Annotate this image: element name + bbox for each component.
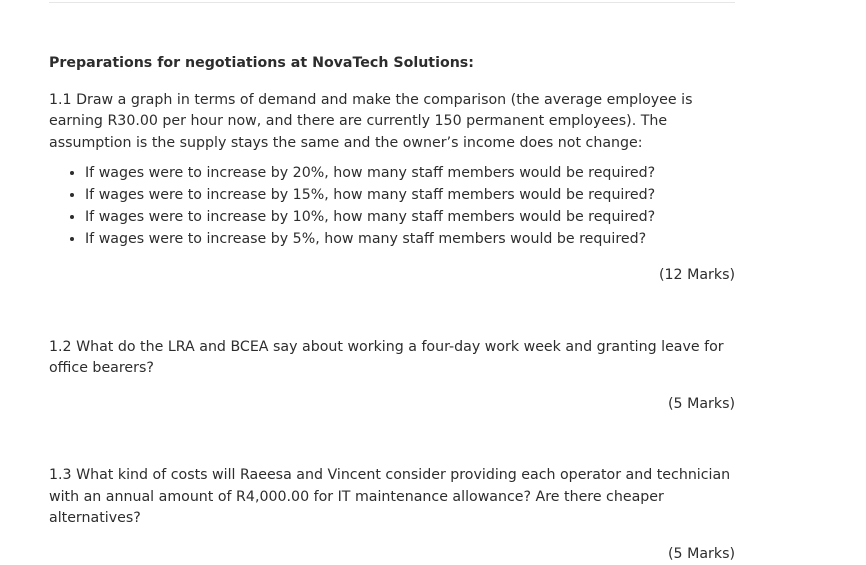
document-body [49, 53, 735, 565]
question-1-3-text: 1.3 What kind of costs will Raeesa and Vincent consider providing each operator and technician with an annual amount of R4,000.00 for IT maintenance allowance? Are there cheaper alternatives? [49, 465, 735, 530]
question-1-3 [49, 465, 735, 565]
question-1-2 [49, 337, 735, 416]
bullet-item: • If wages were to increase by 10%, how many staff members would be required? [85, 206, 735, 228]
question-1-2-marks: (5 Marks) [49, 394, 735, 416]
question-1-1 [49, 90, 735, 287]
section-heading: Preparations for negotiations at NovaTech Solutions: [49, 53, 735, 75]
question-1-2-text: 1.2 What do the LRA and BCEA say about working a four-day work week and granting leave for office bearers? [49, 337, 735, 380]
bullet-item: • If wages were to increase by 5%, how many staff members would be required? [85, 228, 735, 250]
question-1-1-bullets [49, 162, 735, 250]
question-1-1-text: 1.1 Draw a graph in terms of demand and make the comparison (the average employee is earning R30.00 per hour now, and there are currently 150 permanent employees). The assumption is the supply stays the same and the owner’s income does not change: [49, 90, 735, 155]
top-divider [49, 2, 735, 3]
question-1-1-marks: (12 Marks) [49, 265, 735, 287]
question-1-3-marks: (5 Marks) [49, 544, 735, 565]
bullet-item: • If wages were to increase by 15%, how many staff members would be required? [85, 184, 735, 206]
bullet-item: • If wages were to increase by 20%, how many staff members would be required? [85, 162, 735, 184]
